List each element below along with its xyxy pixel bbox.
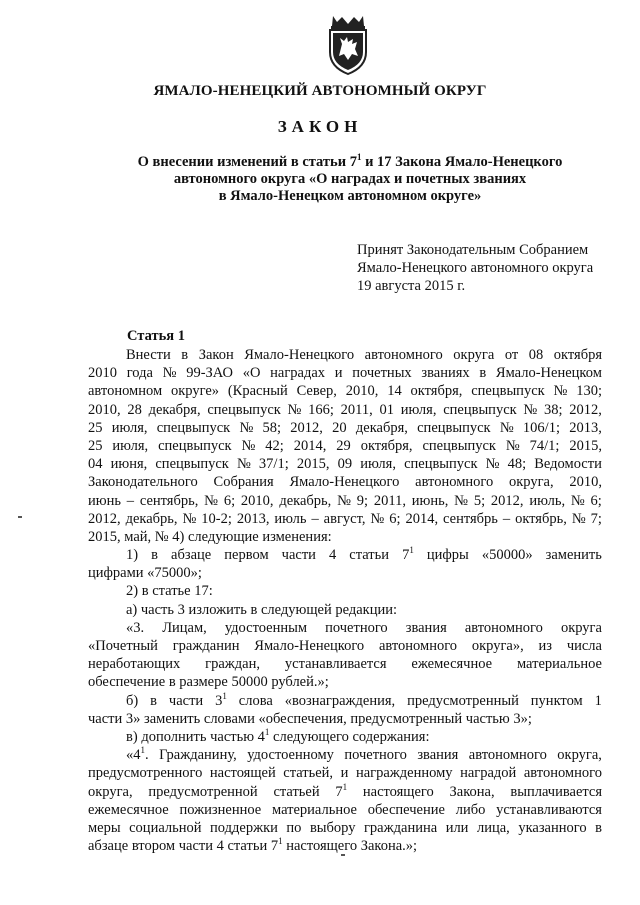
word: Собрания xyxy=(213,474,274,491)
word: август, xyxy=(323,510,366,527)
law-title-line xyxy=(110,188,590,205)
word: 50000 xyxy=(231,674,268,691)
word: 6; xyxy=(223,492,236,509)
word: заменить xyxy=(545,547,602,564)
word: Ямало-Ненецкого xyxy=(254,638,365,654)
word: «50000» xyxy=(481,547,533,564)
word: материальное xyxy=(272,801,357,818)
word: по xyxy=(286,819,302,836)
word: статьей xyxy=(273,783,320,800)
word: округе» xyxy=(170,383,220,400)
word: удостоенным xyxy=(224,619,308,636)
word: 2015, xyxy=(88,528,121,545)
word: № xyxy=(241,437,256,454)
word: цифры xyxy=(426,547,469,564)
word: июль, xyxy=(529,492,566,509)
word: социальной xyxy=(129,819,202,836)
word: «3. xyxy=(126,619,145,636)
word: из xyxy=(538,638,553,654)
title-text: О внесении изменений в статьи 7 xyxy=(137,154,357,170)
title-text: автономного округа «О наградах и почетных званиях xyxy=(173,171,527,187)
word: 7; xyxy=(590,510,602,527)
law-title-line xyxy=(110,171,590,188)
word: «Почетный xyxy=(88,638,158,654)
word: дополнить xyxy=(141,728,207,745)
superscript: 1 xyxy=(222,690,227,701)
word: «75000»; xyxy=(147,565,202,582)
text-line xyxy=(88,710,602,728)
word: ежемесячное xyxy=(88,801,169,818)
word: в xyxy=(250,601,258,618)
text-line xyxy=(88,728,602,746)
word: Гражданину, xyxy=(159,747,237,764)
word: звания xyxy=(417,747,459,764)
word: Ямало-Ненецкого xyxy=(289,474,400,491)
text-line xyxy=(88,601,602,619)
word: № xyxy=(182,510,197,527)
text-line xyxy=(88,510,602,528)
word: в xyxy=(595,819,602,836)
word: обеспечение xyxy=(367,801,445,818)
word: № xyxy=(287,401,302,418)
word: рублей.»; xyxy=(271,674,329,691)
word: 2014, xyxy=(293,437,327,454)
word: 2012, xyxy=(490,492,524,509)
word: званиях xyxy=(421,365,470,382)
superscript: 1 xyxy=(409,545,414,556)
word: декабря, xyxy=(355,419,408,436)
word: 3» xyxy=(125,710,141,727)
word: округа, xyxy=(88,783,133,800)
word: наградой xyxy=(460,765,517,782)
word: 37/1; xyxy=(258,456,289,473)
word: октябрь, xyxy=(515,510,567,527)
word: Закона, xyxy=(449,783,495,800)
word: выбору xyxy=(309,819,356,836)
word: Ведомости xyxy=(534,456,602,473)
word: автономного xyxy=(378,638,458,654)
word: 2013, xyxy=(236,510,270,527)
word: автономного xyxy=(464,619,543,636)
word: № xyxy=(154,528,169,545)
word: спецвыпуск xyxy=(471,383,545,400)
word: изложить xyxy=(188,601,247,618)
word: гражданин xyxy=(172,638,240,654)
word: № xyxy=(523,401,538,418)
word: награжденному xyxy=(355,765,453,782)
article-heading: Статья 1 xyxy=(127,328,185,344)
word: части xyxy=(178,838,213,855)
text-line xyxy=(88,382,602,400)
word: абзаце xyxy=(171,547,212,564)
word: настоящей xyxy=(209,765,276,782)
word: № xyxy=(570,492,585,509)
word: июнь, xyxy=(411,492,449,509)
word: в xyxy=(141,583,149,600)
text-line xyxy=(88,437,602,455)
word: июль xyxy=(274,510,307,527)
word: июля, xyxy=(112,437,149,454)
word: спецвыпуск xyxy=(404,456,478,473)
word: № xyxy=(204,492,218,509)
word: Закона.»; xyxy=(360,838,418,855)
word: части xyxy=(88,710,123,727)
word: размере xyxy=(179,674,228,691)
word: $3^1$ xyxy=(215,690,227,709)
word: – xyxy=(126,492,135,509)
superscript: 1 xyxy=(140,745,145,756)
text-line xyxy=(88,783,602,801)
word: 166; xyxy=(308,401,334,418)
word: июнь xyxy=(88,492,121,509)
word: устанавливается xyxy=(284,656,387,673)
word: статье xyxy=(152,583,191,600)
word: 99-ЗАО xyxy=(186,365,234,382)
word: статьи xyxy=(227,838,268,855)
word: в xyxy=(151,547,158,564)
word: настоящего xyxy=(286,838,358,855)
word: округа xyxy=(453,347,495,363)
text-line xyxy=(88,346,602,364)
scan-mark xyxy=(18,516,22,518)
word: 3»; xyxy=(513,710,532,727)
word: следующей xyxy=(260,601,332,618)
word: № xyxy=(239,419,254,436)
word: Лицам, xyxy=(162,619,207,636)
word: поддержки xyxy=(210,819,278,836)
word: в xyxy=(168,674,176,691)
word: части xyxy=(168,692,204,709)
word: Закон xyxy=(198,347,234,363)
word: 4) xyxy=(172,528,185,545)
superscript: 1 xyxy=(264,727,270,738)
word: спецвыпуск xyxy=(155,456,229,473)
superscript: 1 xyxy=(342,781,348,792)
text-line xyxy=(88,401,602,419)
text-line xyxy=(88,455,602,473)
title-text: в Ямало-Ненецком автономном округе» xyxy=(218,188,482,204)
word: Внести xyxy=(126,347,171,363)
word: Ямало-Ненецкого xyxy=(244,347,355,363)
word: автономного xyxy=(415,474,494,491)
text-line xyxy=(88,692,602,710)
word: 10-2; xyxy=(201,510,232,527)
word: абзаце xyxy=(88,838,129,855)
adoption-date: 19 августа 2015 г. xyxy=(357,278,466,294)
word: предусмотренной xyxy=(148,783,258,800)
word: октября, xyxy=(410,383,463,400)
word: в xyxy=(150,692,157,709)
word: частью xyxy=(465,710,510,727)
word: № xyxy=(454,492,469,509)
word: втором xyxy=(131,838,176,855)
word: части xyxy=(281,547,316,564)
word: спецвыпуск xyxy=(207,401,281,418)
word: октября, xyxy=(360,437,413,454)
word: № xyxy=(162,365,177,382)
word: пожизненное xyxy=(179,801,262,818)
word: от xyxy=(504,347,519,363)
word: декабрь, xyxy=(125,510,178,527)
word: 2012, xyxy=(88,510,121,527)
word: а) xyxy=(126,601,138,618)
text-line xyxy=(88,837,602,855)
word: спецвыпуск xyxy=(443,401,517,418)
word: часть xyxy=(140,601,175,618)
word: автономном xyxy=(88,383,163,400)
text-line xyxy=(88,746,602,764)
word: спецвыпуск xyxy=(156,419,231,436)
word: 42; xyxy=(265,437,284,454)
word: июня, xyxy=(110,456,148,473)
word: 2012, xyxy=(569,401,602,418)
word: предусмотренный xyxy=(350,710,463,727)
word: удостоенному xyxy=(247,747,334,764)
word: граждан, xyxy=(205,656,261,673)
word: (Красный xyxy=(227,383,288,400)
word: 25 xyxy=(88,419,103,436)
word: – xyxy=(502,510,511,527)
text-line xyxy=(88,582,602,600)
scan-mark xyxy=(341,854,345,856)
word: сентябрь, xyxy=(139,492,199,509)
document-type-heading: ЗАКОН xyxy=(277,117,363,136)
word: № xyxy=(236,456,251,473)
word: указанного xyxy=(518,819,587,836)
word: 9; xyxy=(356,492,369,509)
text-line xyxy=(88,564,602,582)
word: 14 xyxy=(387,383,402,400)
word: 2010, xyxy=(88,401,121,418)
text-line xyxy=(88,492,602,510)
text-line xyxy=(88,364,602,382)
text-line xyxy=(88,655,602,673)
text-line xyxy=(88,764,602,782)
word: 2010, xyxy=(569,474,602,491)
word: числа xyxy=(566,638,602,654)
word: сентябрь xyxy=(443,510,498,527)
word: 28 xyxy=(127,401,142,418)
word: 130; xyxy=(576,383,602,400)
word: 2010 xyxy=(88,365,117,382)
text-line xyxy=(88,419,602,437)
word: 58; xyxy=(262,419,282,436)
word: наградах xyxy=(270,365,326,382)
superscript: 1 xyxy=(278,836,283,847)
word: спецвыпуск xyxy=(422,437,496,454)
word: или xyxy=(445,819,469,836)
word: ежемесячное xyxy=(411,656,493,673)
word: 6; xyxy=(590,492,602,509)
word: и xyxy=(340,765,349,782)
word: № xyxy=(499,419,514,436)
word: следующие xyxy=(187,528,259,545)
coat-of-arms-emblem xyxy=(325,12,371,76)
word: 2015, xyxy=(569,437,602,454)
word: 08 xyxy=(528,347,544,363)
word: «обеспечения, xyxy=(258,710,347,727)
text-line xyxy=(88,819,602,837)
word: округа, xyxy=(508,474,554,491)
word: лица, xyxy=(476,819,510,836)
word: 2015, xyxy=(296,456,330,473)
word: 2) xyxy=(126,583,139,600)
word: заменить xyxy=(144,710,201,727)
word: б) xyxy=(126,692,139,709)
article-body xyxy=(88,346,602,855)
text-line xyxy=(88,801,602,819)
adoption-note xyxy=(357,241,593,295)
word: «$4^1$. xyxy=(126,745,149,764)
word: 4 xyxy=(216,838,224,855)
word: № xyxy=(370,510,385,527)
word: № xyxy=(571,510,586,527)
word: 38; xyxy=(544,401,563,418)
word: $7^1$ xyxy=(270,836,283,855)
word: звания xyxy=(405,619,447,636)
word: 2011, xyxy=(340,401,373,418)
word: 2010, xyxy=(240,492,274,509)
word: июля, xyxy=(360,456,396,473)
text-line xyxy=(88,637,602,655)
word: гражданина xyxy=(363,819,438,836)
word: № xyxy=(485,456,500,473)
word: 2013, xyxy=(569,419,602,436)
word: № xyxy=(337,492,351,509)
word: 2011, xyxy=(373,492,406,509)
word: 29 xyxy=(336,437,351,454)
word: декабря, xyxy=(148,401,201,418)
word: май, xyxy=(124,528,152,545)
word: округа, xyxy=(557,747,602,764)
word: слова xyxy=(238,692,273,709)
word: 3 xyxy=(177,601,185,618)
word: «вознаграждения, xyxy=(284,692,396,709)
word: 48; xyxy=(507,456,527,473)
text-line xyxy=(88,619,602,637)
word: 106/1; xyxy=(522,419,560,436)
word: № xyxy=(553,383,568,400)
word: «О xyxy=(242,365,261,382)
word: 2012, xyxy=(290,419,323,436)
law-title-line xyxy=(110,154,590,171)
word: настоящего xyxy=(362,783,434,800)
word: 6; xyxy=(389,510,401,527)
word: 25 xyxy=(88,437,103,454)
word: декабрь, xyxy=(279,492,332,509)
word: неработающих xyxy=(88,656,181,673)
word: 17: xyxy=(194,583,213,600)
word: предусмотренного xyxy=(88,765,203,782)
word: автономного xyxy=(523,765,602,782)
word: выплачивается xyxy=(510,783,602,800)
word: почетного xyxy=(344,747,407,764)
adoption-line: Принят Законодательным Собранием xyxy=(357,242,589,258)
word: автономного xyxy=(364,347,443,363)
word: 74/1; xyxy=(529,437,560,454)
word: меры xyxy=(88,819,121,836)
word: изменения: xyxy=(262,528,332,545)
word: 2010, xyxy=(345,383,379,400)
word: почетного xyxy=(325,619,388,636)
word: материальное xyxy=(516,656,602,673)
word: статьей, xyxy=(283,765,334,782)
word: 01 xyxy=(379,401,394,418)
word: округа», xyxy=(471,638,524,654)
adoption-line: Ямало-Ненецкого автономного округа xyxy=(357,260,594,276)
word: 5; xyxy=(473,492,486,509)
word: в xyxy=(181,347,189,363)
word: 04 xyxy=(88,456,103,473)
word: редакции: xyxy=(335,601,398,618)
word: и xyxy=(334,365,343,382)
word: – xyxy=(311,510,319,527)
word: в xyxy=(479,365,487,382)
word: июля, xyxy=(111,419,148,436)
word: словами xyxy=(203,710,255,727)
word: статьи xyxy=(349,547,390,564)
word: 20 xyxy=(332,419,347,436)
word: спецвыпуск xyxy=(417,419,491,436)
word: 09 xyxy=(337,456,353,473)
word: округа xyxy=(560,619,602,636)
word: 4 xyxy=(328,547,337,564)
word: либо xyxy=(455,801,486,818)
superscript: 1 xyxy=(356,152,362,163)
word: июля, xyxy=(400,401,437,418)
word: в) xyxy=(126,728,138,745)
word: частью xyxy=(210,728,255,745)
word: первом xyxy=(224,547,269,564)
word: № xyxy=(505,437,520,454)
word: пунктом xyxy=(530,692,583,709)
word: предусмотренный xyxy=(407,692,519,709)
text-line xyxy=(88,473,602,491)
law-title xyxy=(110,154,590,205)
word: 2014, xyxy=(405,510,439,527)
word: устанавливаются xyxy=(496,801,602,818)
word: Ямало-Ненецком xyxy=(495,365,602,382)
region-heading: ЯМАЛО-НЕНЕЦКИЙ АВТОНОМНЫЙ ОКРУГ xyxy=(153,83,487,99)
title-text: и 17 Закона Ямало-Ненецкого xyxy=(361,154,563,170)
word: содержания: xyxy=(352,728,430,745)
text-line xyxy=(88,528,602,546)
word: 1 xyxy=(594,692,602,709)
word: цифрами xyxy=(88,565,144,582)
word: Законодательного xyxy=(88,474,198,491)
word: $7^1$ xyxy=(335,781,348,800)
text-line xyxy=(88,546,602,564)
word: обеспечение xyxy=(88,674,166,691)
word: 1) xyxy=(126,547,139,564)
word: $4^1$ xyxy=(257,727,270,745)
word: почетных xyxy=(352,365,412,382)
text-line xyxy=(88,673,602,691)
word: автономного xyxy=(468,747,547,764)
word: октября xyxy=(553,347,602,363)
word: года xyxy=(126,365,153,382)
word: Север, xyxy=(296,383,337,400)
word: $7^1$ xyxy=(402,545,414,564)
word: следующего xyxy=(273,728,349,745)
word: спецвыпуск xyxy=(158,437,232,454)
